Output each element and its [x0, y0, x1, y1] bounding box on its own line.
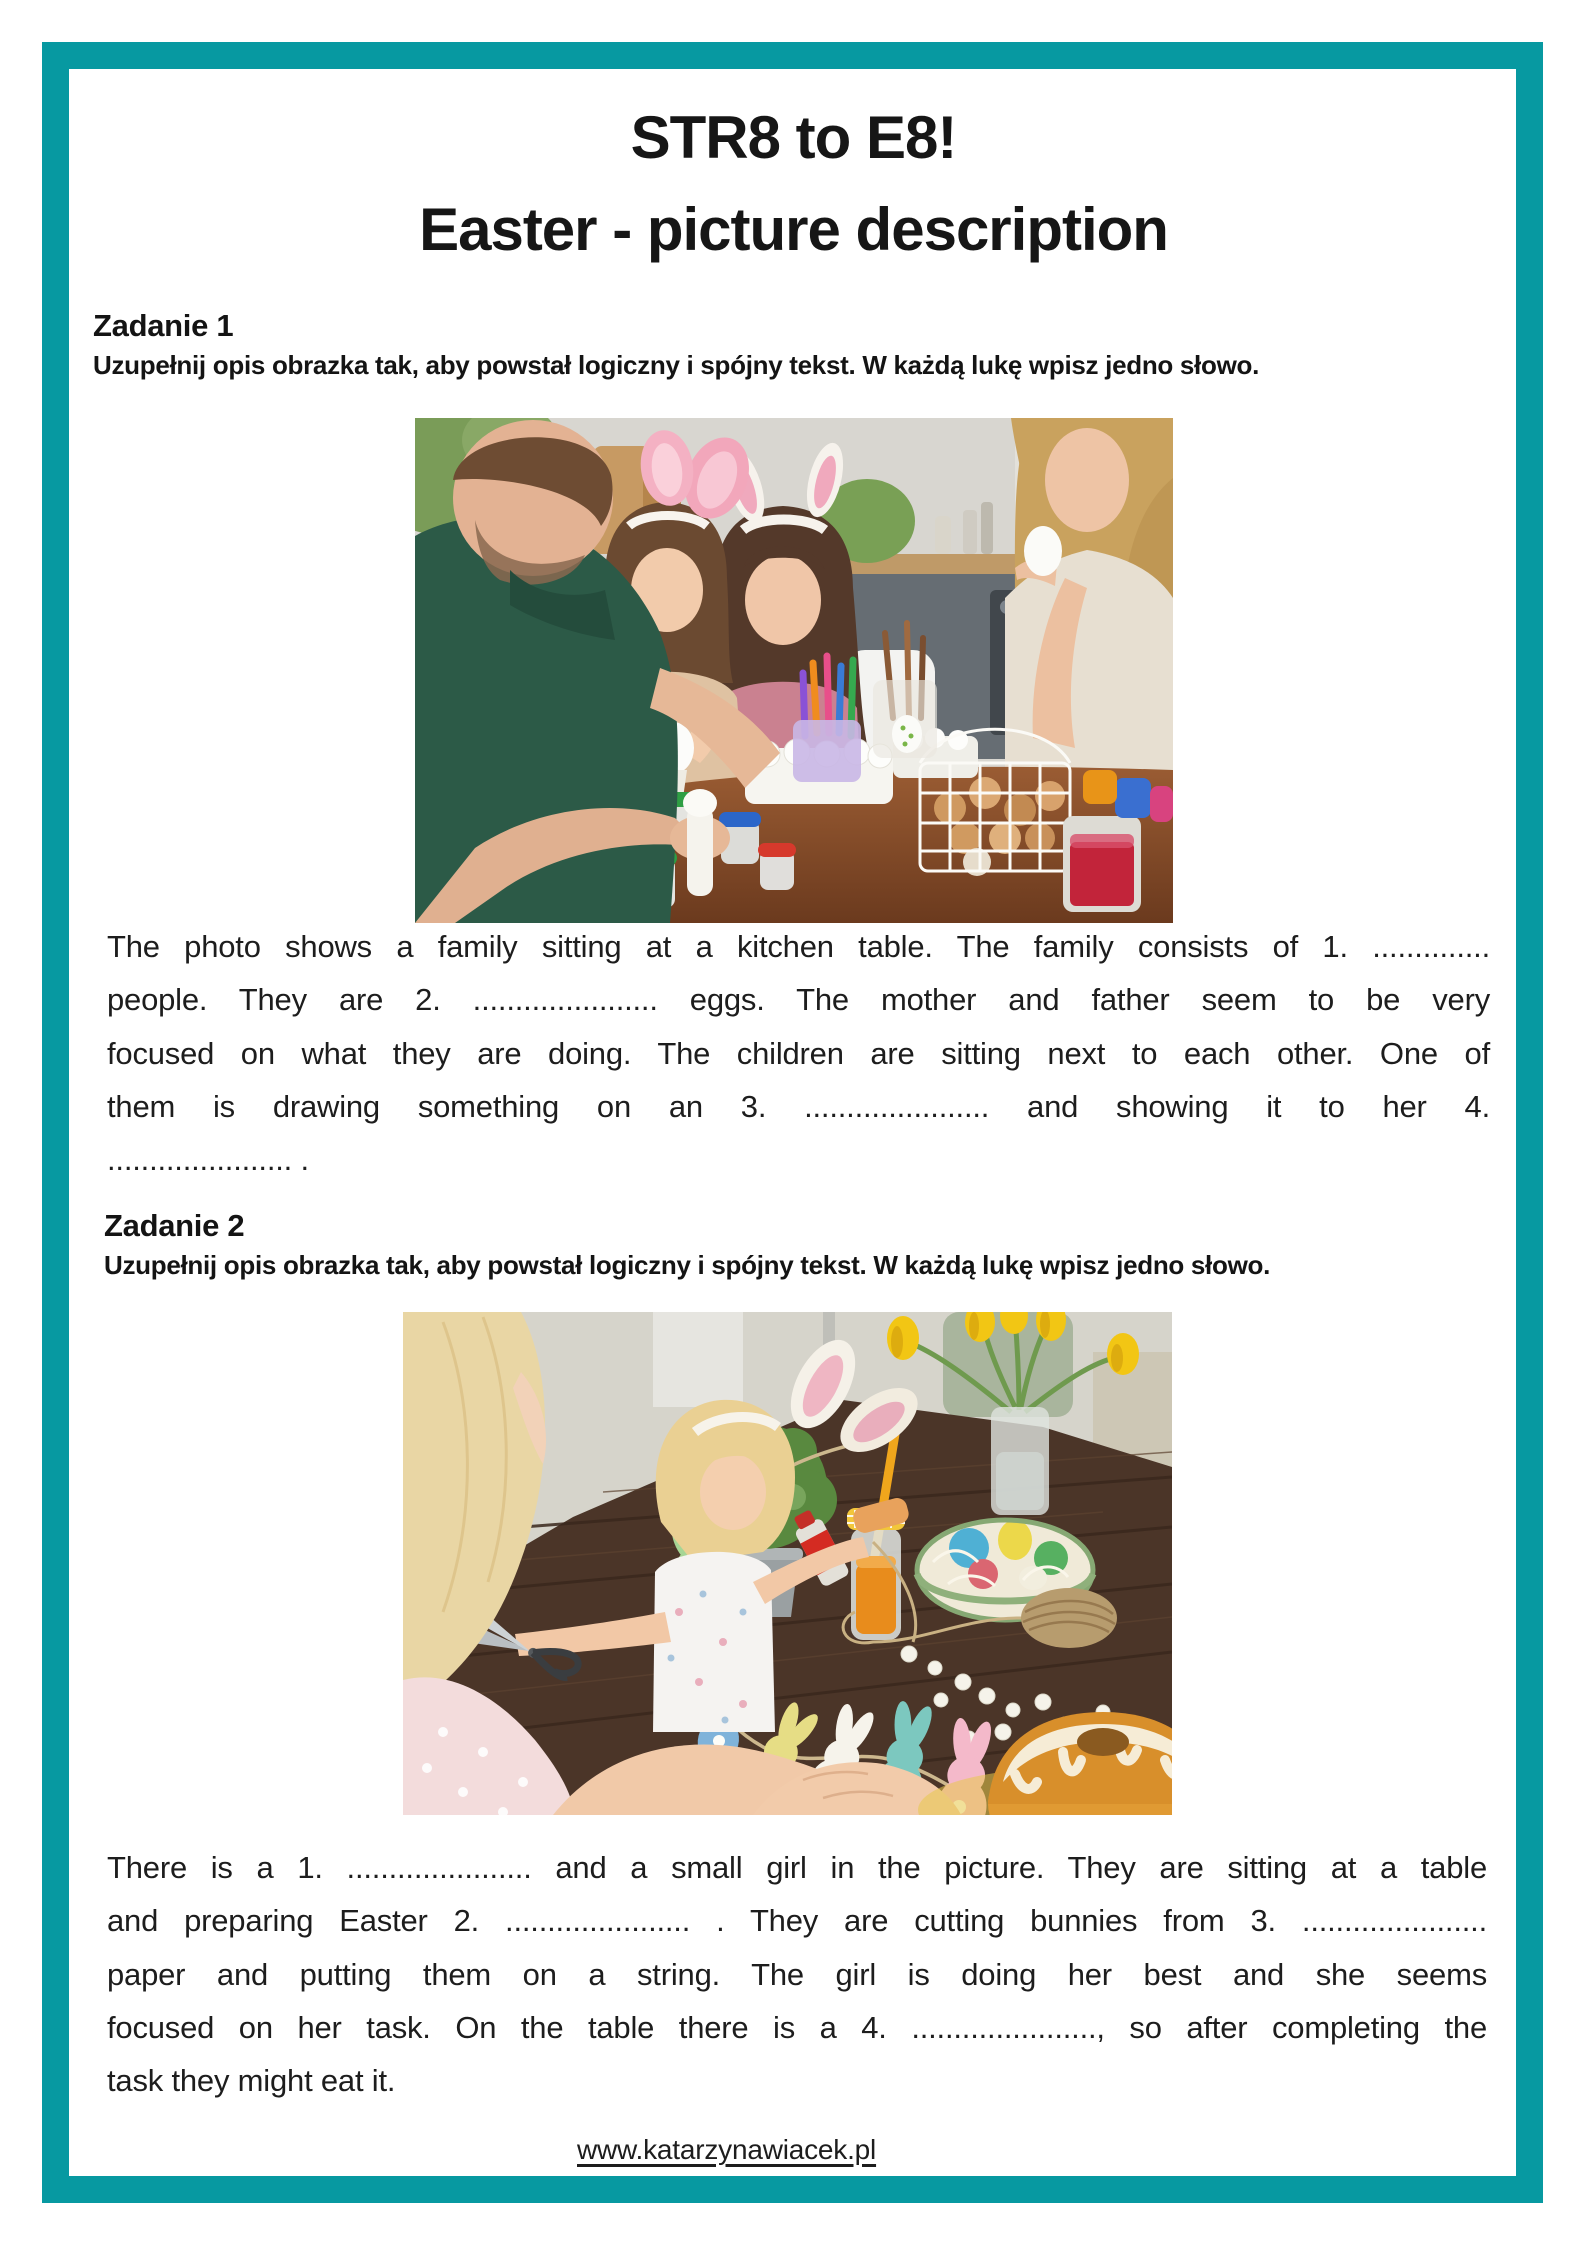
paragraph-line: The photo shows a family sitting at a kitchen table. The family consists of 1. .............. — [107, 929, 1490, 964]
task1-paragraph — [107, 920, 1490, 1186]
photo1-illustration — [415, 418, 1173, 923]
paragraph-line: There is a 1. ...................... and a small girl in the picture. They are sitting at a table — [107, 1850, 1487, 1885]
photo2-illustration — [403, 1312, 1172, 1815]
task1-instruction: Uzupełnij opis obrazka tak, aby powstał logiczny i spójny tekst. W każdą lukę wpisz jedno słowo. — [93, 350, 1259, 380]
paragraph-line: paper and putting them on a string. The girl is doing her best and she seems — [107, 1956, 1487, 1992]
paragraph-line: and preparing Easter 2. ...................... . They are cutting bunnies from 3. ...................... — [107, 1903, 1487, 1939]
title-line-2: Easter - picture description — [419, 196, 1168, 263]
paragraph-line: people. They are 2. ...................... eggs. The mother and father seem to be very — [107, 982, 1490, 1018]
paragraph-line: task they might eat it. — [107, 2063, 396, 2099]
paragraph-line: them is drawing something on an 3. ...................... and showing it to her 4. — [107, 1088, 1490, 1124]
task2-header — [104, 1206, 1270, 1284]
footer — [577, 2134, 876, 2166]
task1-header — [93, 306, 1259, 384]
photo-easter-crafts-garland — [403, 1312, 1172, 1815]
title-line-1: STR8 to E8! — [630, 104, 957, 171]
footer-link[interactable]: www.katarzynawiacek.pl — [577, 2134, 877, 2165]
task2-paragraph — [107, 1841, 1487, 2107]
paragraph-line: focused on what they are doing. The children are sitting next to each other. One of — [107, 1035, 1490, 1071]
task1-heading: Zadanie 1 — [93, 308, 234, 343]
photo-family-egg-painting — [415, 418, 1173, 923]
task2-heading: Zadanie 2 — [104, 1208, 245, 1243]
task2-instruction: Uzupełnij opis obrazka tak, aby powstał logiczny i spójny tekst. W każdą lukę wpisz jedno słowo. — [104, 1250, 1270, 1280]
paragraph-line: focused on her task. On the table there is a 4. ......................, so after completing the — [107, 2009, 1487, 2045]
worksheet-title — [69, 92, 1518, 276]
paragraph-line: ...................... . — [107, 1142, 309, 1178]
